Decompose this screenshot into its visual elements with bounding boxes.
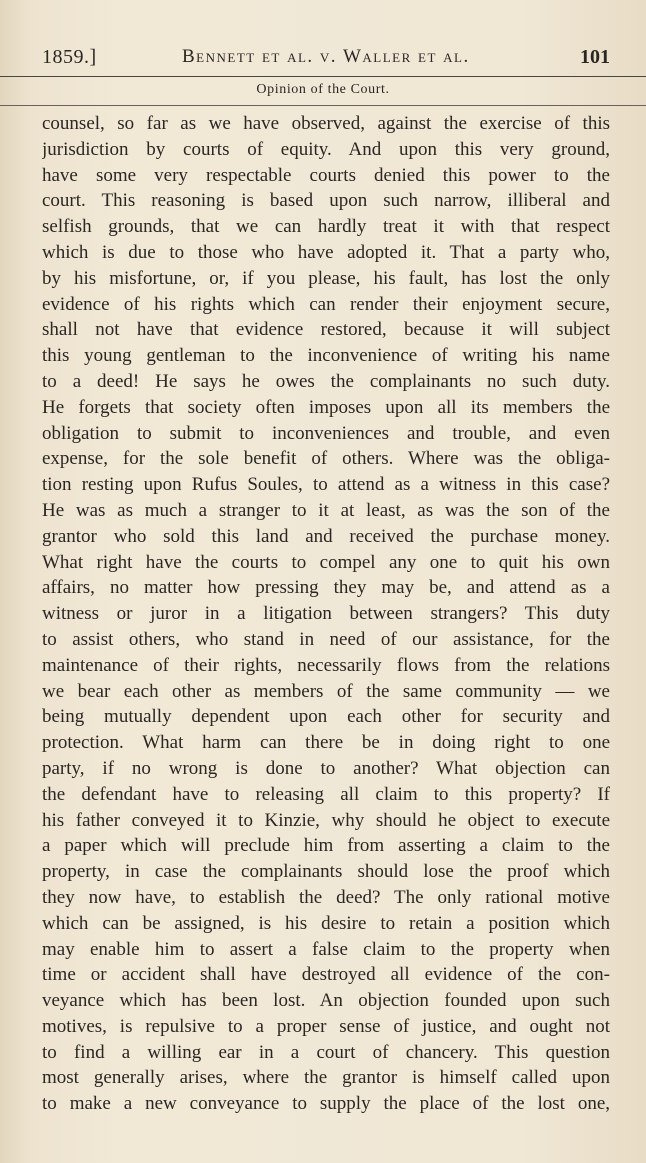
page-number: 101 (580, 46, 610, 68)
text-line: jurisdiction by courts of equity. And upon this very ground, (42, 138, 610, 160)
header-year: 1859.] (42, 46, 97, 68)
text-line: veyance which has been lost. An objection founded upon such (42, 990, 610, 1012)
text-line: He forgets that society often imposes upon all its members the (42, 396, 610, 418)
text-line: may enable him to assert a false claim to the property when (42, 938, 610, 960)
text-line: by his misfortune, or, if you please, his fault, has lost the only (42, 267, 610, 289)
text-line: being mutually dependent upon each other for security and (42, 706, 610, 728)
body-text (42, 111, 610, 1117)
text-line: which is due to those who have adopted it. That a party who, (42, 241, 610, 263)
text-line: time or accident shall have destroyed all evidence of the con- (42, 964, 610, 986)
text-line: they now have, to establish the deed? The only rational motive (42, 886, 610, 908)
text-line: shall not have that evidence restored, because it will subject (42, 319, 610, 341)
text-line: grantor who sold this land and received the purchase money. (42, 525, 610, 547)
text-line: to make a new conveyance to supply the place of the lost one, (42, 1093, 610, 1115)
text-line: a paper which will preclude him from asserting a claim to the (42, 835, 610, 857)
text-line: to assist others, who stand in need of our assistance, for the (42, 628, 610, 650)
text-line: affairs, no matter how pressing they may be, and attend as a (42, 577, 610, 599)
text-line: counsel, so far as we have observed, against the exercise of this (42, 113, 610, 134)
text-line: What right have the courts to compel any one to quit his own (42, 551, 610, 573)
text-line: He was as much a stranger to it at least, as was the son of the (42, 499, 610, 521)
text-line: his father conveyed it to Kinzie, why should he object to execute (42, 809, 610, 831)
text-line: this young gentleman to the inconvenience of writing his name (42, 345, 610, 367)
text-line: obligation to submit to inconveniences and trouble, and even (42, 422, 610, 444)
text-line: party, if no wrong is done to another? What objection can (42, 757, 610, 779)
text-line: witness or juror in a litigation between strangers? This duty (42, 603, 610, 625)
header-running-title: Bennett et al. v. Waller et al. (182, 46, 470, 67)
text-line: court. This reasoning is based upon such narrow, illiberal and (42, 190, 610, 212)
text-line: motives, is repulsive to a proper sense of justice, and ought not (42, 1015, 610, 1037)
text-line: evidence of his rights which can render their enjoyment secure, (42, 293, 610, 315)
text-line: selfish grounds, that we can hardly treat it with that respect (42, 216, 610, 238)
text-line: we bear each other as members of the same community — we (42, 680, 610, 702)
text-line: the defendant have to releasing all claim to this property? If (42, 783, 610, 805)
text-line: maintenance of their rights, necessarily flows from the relations (42, 654, 610, 676)
subheading-rule (0, 105, 646, 106)
text-line: to find a willing ear in a court of chancery. This question (42, 1041, 610, 1063)
text-line: expense, for the sole benefit of others. Where was the obliga- (42, 448, 610, 470)
text-line: which can be assigned, is his desire to retain a position which (42, 912, 610, 934)
text-line: protection. What harm can there be in doing right to one (42, 732, 610, 754)
text-line: property, in case the complainants should lose the proof which (42, 861, 610, 883)
text-line: most generally arises, where the grantor is himself called upon (42, 1067, 610, 1089)
section-heading: Opinion of the Court. (256, 82, 390, 97)
text-line: tion resting upon Rufus Soules, to attend as a witness in this case? (42, 474, 610, 496)
header-rule (0, 76, 646, 77)
text-line: to a deed! He says he owes the complainants no such duty. (42, 370, 610, 392)
page-header (42, 0, 610, 70)
text-line: have some very respectable courts denied this power to the (42, 164, 610, 186)
